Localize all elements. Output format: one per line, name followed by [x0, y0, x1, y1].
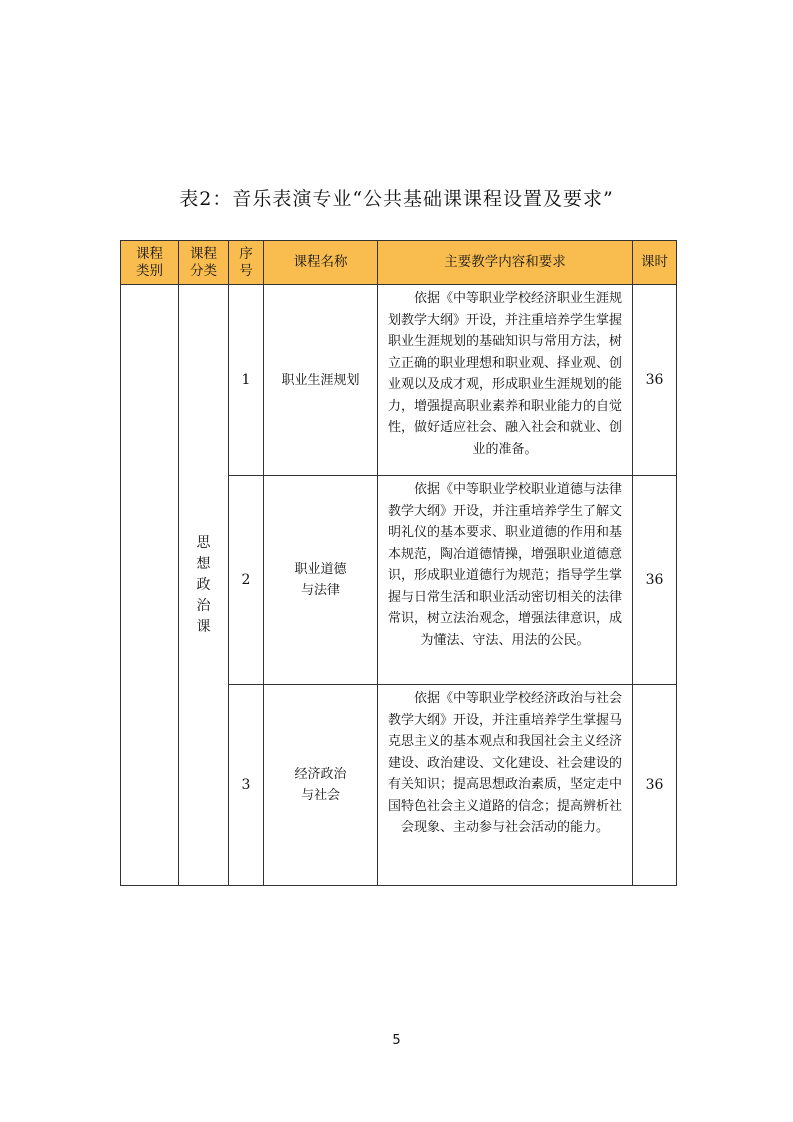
category-cell: [121, 285, 179, 886]
content-cell: 依据《中等职业学校职业道德与法律教学大纲》开设，并注重培养学生了解文明礼仪的基本要求、职业道德的作用和基本规范，陶冶道德情操，增强职业道德意识，形成职业道德行为规范；指导学生掌握与日常生活和职业活动密切相关的法律常识，树立法治观念，增强法律意识，成为懂法、守法、用法的公民。: [378, 476, 633, 685]
header-name: 课程名称: [264, 241, 378, 285]
course-name: 职业道德与法律: [264, 476, 378, 685]
page-number: 5: [392, 1033, 401, 1048]
header-classification: 课程分类: [179, 241, 229, 285]
table-row: [121, 285, 677, 476]
seq-cell: 3: [229, 685, 264, 886]
course-name: 职业生涯规划: [264, 285, 378, 476]
header-content: 主要教学内容和要求: [378, 241, 633, 285]
hours-cell: 36: [633, 476, 677, 685]
content-cell: 依据《中等职业学校经济职业生涯规划教学大纲》开设，并注重培养学生掌握职业生涯规划的基础知识与常用方法，树立正确的职业理想和职业观、择业观、创业观以及成才观，形成职业生涯规划的能力，增强提高职业素养和职业能力的自觉性，做好适应社会、融入社会和就业、创业的准备。: [378, 285, 633, 476]
header-hours: 课时: [633, 241, 677, 285]
seq-cell: 2: [229, 476, 264, 685]
course-name: 经济政治与社会: [264, 685, 378, 886]
hours-cell: 36: [633, 685, 677, 886]
course-table: [120, 240, 677, 886]
hours-cell: 36: [633, 285, 677, 476]
table-title: 表2：音乐表演专业“公共基础课课程设置及要求”: [179, 188, 614, 210]
seq-cell: 1: [229, 285, 264, 476]
header-category: 课程类别: [121, 241, 179, 285]
group-label: 思想政治课: [196, 534, 211, 635]
header-seq: 序号: [229, 241, 264, 285]
content-cell: 依据《中等职业学校经济政治与社会教学大纲》开设，并注重培养学生掌握马克思主义的基本观点和我国社会主义经济建设、政治建设、文化建设、社会建设的有关知识；提高思想政治素质，坚定走中国特色社会主义道路的信念；提高辨析社会现象、主动参与社会活动的能力。: [378, 685, 633, 886]
header-row: [121, 241, 677, 285]
classification-cell: [179, 285, 229, 886]
